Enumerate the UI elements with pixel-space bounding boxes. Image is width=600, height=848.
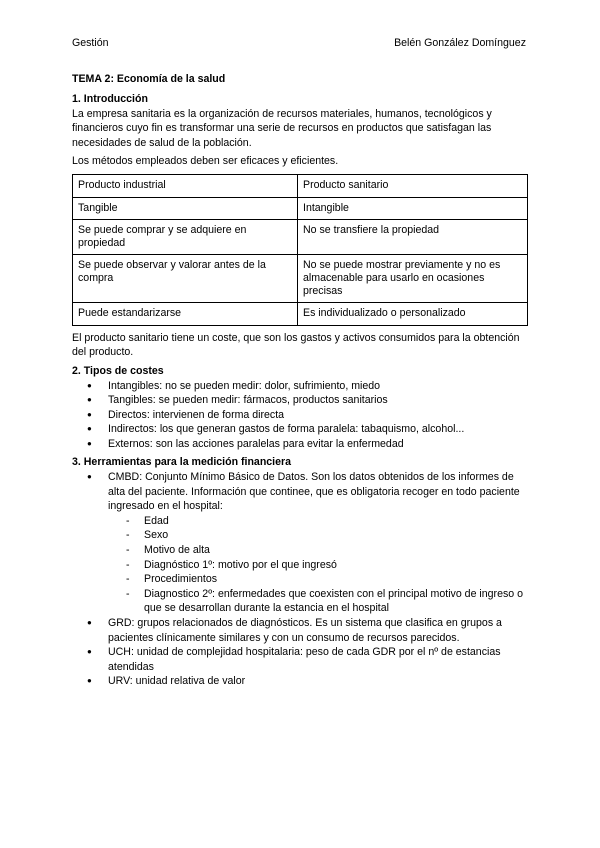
- table-cell: Es individualizado o personalizado: [298, 303, 528, 326]
- table-cell: Tangible: [73, 197, 298, 220]
- intro-paragraph: La empresa sanitaria es la organización de recursos materiales, humanos, tecnológicos y financieros cuyo fin es transformar una serie de recursos en productos que satisfagan las necesidades de salud de la población.: [72, 107, 492, 149]
- product-comparison-table: [72, 174, 528, 326]
- header-subject: Gestión: [72, 37, 109, 49]
- table-row: [73, 303, 528, 326]
- list-item: ● Indirectos: los que generan gastos de forma paralela: tabaquismo, alcohol...: [72, 422, 528, 437]
- list-item: - Sexo: [108, 528, 528, 543]
- list-item: ● Externos: son las acciones paralelas para evitar la enfermedad: [72, 437, 528, 452]
- list-item-grd: ● GRD: grupos relacionados de diagnósticos. Es un sistema que clasifica en grupos a pacientes clínicamente similares y con un consumo de recursos parecidos.: [72, 616, 528, 645]
- table-cell: Se puede comprar y se adquiere en propiedad: [73, 220, 298, 255]
- header-author: Belén González Domínguez: [394, 37, 526, 49]
- table-cell: Intangible: [298, 197, 528, 220]
- table-cell: Producto sanitario: [298, 174, 528, 197]
- section-introduccion: [72, 92, 528, 689]
- section-2-heading: 2. Tipos de costes: [72, 364, 164, 377]
- list-item: ● Directos: intervienen de forma directa: [72, 408, 528, 423]
- list-item: - Procedimientos: [108, 572, 528, 587]
- table-row: [73, 174, 528, 197]
- table-row: [73, 197, 528, 220]
- list-item-urv: ● URV: unidad relativa de valor: [72, 674, 528, 689]
- cost-types-list: [72, 379, 528, 452]
- list-item: ● Intangibles: no se pueden medir: dolor, sufrimiento, miedo: [72, 379, 528, 394]
- table-cell: Producto industrial: [73, 174, 298, 197]
- list-item: - Motivo de alta: [108, 543, 528, 558]
- section-3-heading: 3. Herramientas para la medición financiera: [72, 456, 292, 469]
- table-cell: Se puede observar y valorar antes de la compra: [73, 255, 298, 303]
- page-header: [72, 36, 528, 52]
- tools-list: [72, 470, 528, 514]
- cost-paragraph: El producto sanitario tiene un coste, que son los gastos y activos consumidos para la obtención del producto.: [72, 331, 520, 359]
- methods-paragraph: Los métodos empleados deben ser eficaces y eficientes.: [72, 155, 339, 168]
- table-row: [73, 220, 528, 255]
- list-item: - Edad: [108, 514, 528, 529]
- list-item-uch: ● UCH: unidad de complejidad hospitalaria: peso de cada GDR por el nº de estancias atendidas: [72, 645, 528, 674]
- tools-list-continued: [72, 616, 528, 689]
- list-item: ● Tangibles: se pueden medir: fármacos, productos sanitarios: [72, 393, 528, 408]
- section-1-heading: 1. Introducción: [72, 93, 148, 105]
- list-item: - Diagnostico 2º: enfermedades que coexisten con el principal motivo de ingreso o que se desarrollan durante la estancia en el hospital: [108, 587, 528, 616]
- cmbd-text: CMBD: Conjunto Mínimo Básico de Datos. Son los datos obtenidos de los informes de alta del paciente. Información que continee, que es obligatoria recoger en todo paciente ingresado en el hospital:: [108, 471, 520, 513]
- table-cell: No se puede mostrar previamente y no es almacenable para usarlo en ocasiones precisas: [298, 255, 528, 303]
- table-cell: No se transfiere la propiedad: [298, 220, 528, 255]
- document-title: TEMA 2: Economía de la salud: [72, 73, 226, 85]
- cmbd-sublist: [108, 514, 528, 616]
- table-cell: Puede estandarizarse: [73, 303, 298, 326]
- list-item-cmbd: [72, 470, 528, 514]
- list-item: - Diagnóstico 1º: motivo por el que ingresó: [108, 558, 528, 573]
- table-row: [73, 255, 528, 303]
